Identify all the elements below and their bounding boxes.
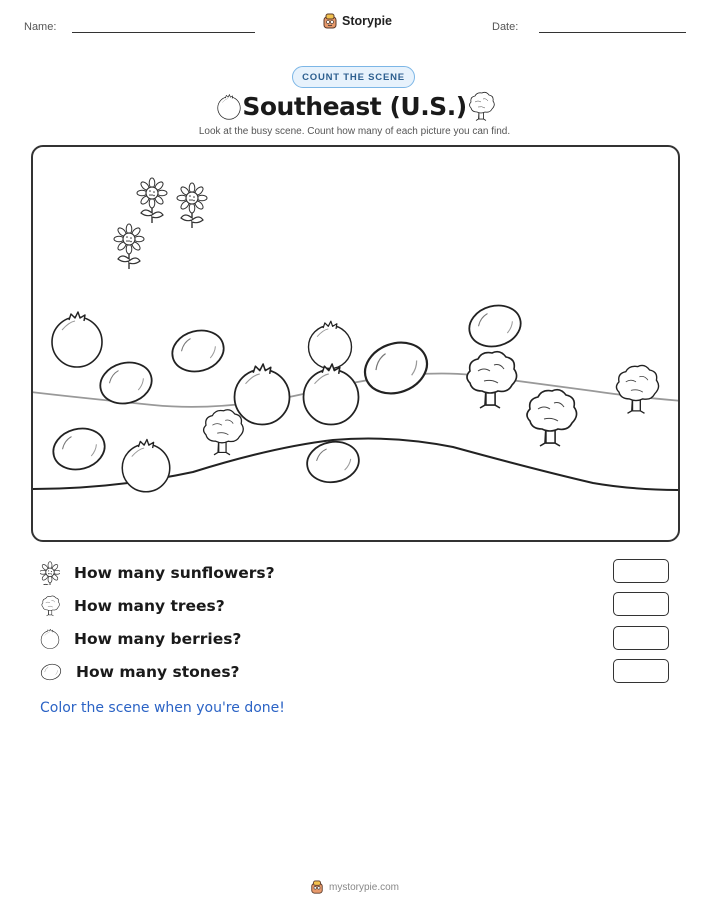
question-text: How many berries?: [74, 630, 242, 648]
tree: [467, 352, 517, 408]
name-line[interactable]: [72, 32, 255, 33]
storypie-mascot-icon: [310, 880, 324, 894]
sunflower: [114, 224, 144, 269]
scene-illustration: [33, 147, 680, 542]
berry: [309, 321, 352, 368]
berry: [235, 364, 290, 425]
brand-name: Storypie: [342, 14, 393, 28]
tree-icon: [40, 595, 60, 617]
page-title: Southeast (U.S.): [242, 92, 467, 121]
brand-logo: [322, 13, 392, 29]
tree: [527, 390, 577, 446]
tree: [616, 365, 658, 413]
coloring-note: Color the scene when you're done!: [40, 700, 285, 716]
answer-box-stones[interactable]: [613, 659, 669, 683]
stone: [304, 438, 362, 486]
stone: [96, 357, 157, 409]
stone: [358, 334, 434, 402]
question-text: How many stones?: [76, 663, 240, 681]
stone: [465, 300, 526, 352]
question-row: [40, 627, 241, 651]
berry: [52, 312, 102, 367]
answer-box-trees[interactable]: [613, 592, 669, 616]
tree: [204, 410, 244, 455]
date-label: Date:: [492, 21, 519, 33]
question-row: [40, 660, 240, 684]
tree-icon: [466, 91, 496, 123]
name-label: Name:: [24, 21, 57, 33]
scene-panel: [31, 145, 680, 542]
sunflower: [137, 178, 167, 223]
footer-site-link[interactable]: mystorypie.com: [328, 881, 399, 893]
berry-icon: [40, 628, 60, 650]
sunflower: [177, 183, 207, 228]
footer: [0, 880, 709, 894]
answer-box-sunflowers[interactable]: [613, 559, 669, 583]
question-text: How many sunflowers?: [74, 564, 275, 582]
instructions: Look at the busy scene. Count how many of each picture you can find.: [198, 126, 511, 137]
stone: [168, 325, 229, 377]
activity-badge: COUNT THE SCENE: [292, 66, 415, 88]
storypie-mascot-icon: [322, 13, 338, 29]
berry: [304, 364, 359, 425]
question-row: [40, 594, 225, 618]
berry: [122, 440, 170, 492]
question-row: [40, 561, 275, 585]
date-line[interactable]: [539, 32, 686, 33]
question-text: How many trees?: [74, 597, 225, 615]
sunflower-icon: [40, 561, 60, 585]
stone-icon: [40, 662, 62, 682]
answer-box-berries[interactable]: [613, 626, 669, 650]
stone: [49, 423, 110, 475]
